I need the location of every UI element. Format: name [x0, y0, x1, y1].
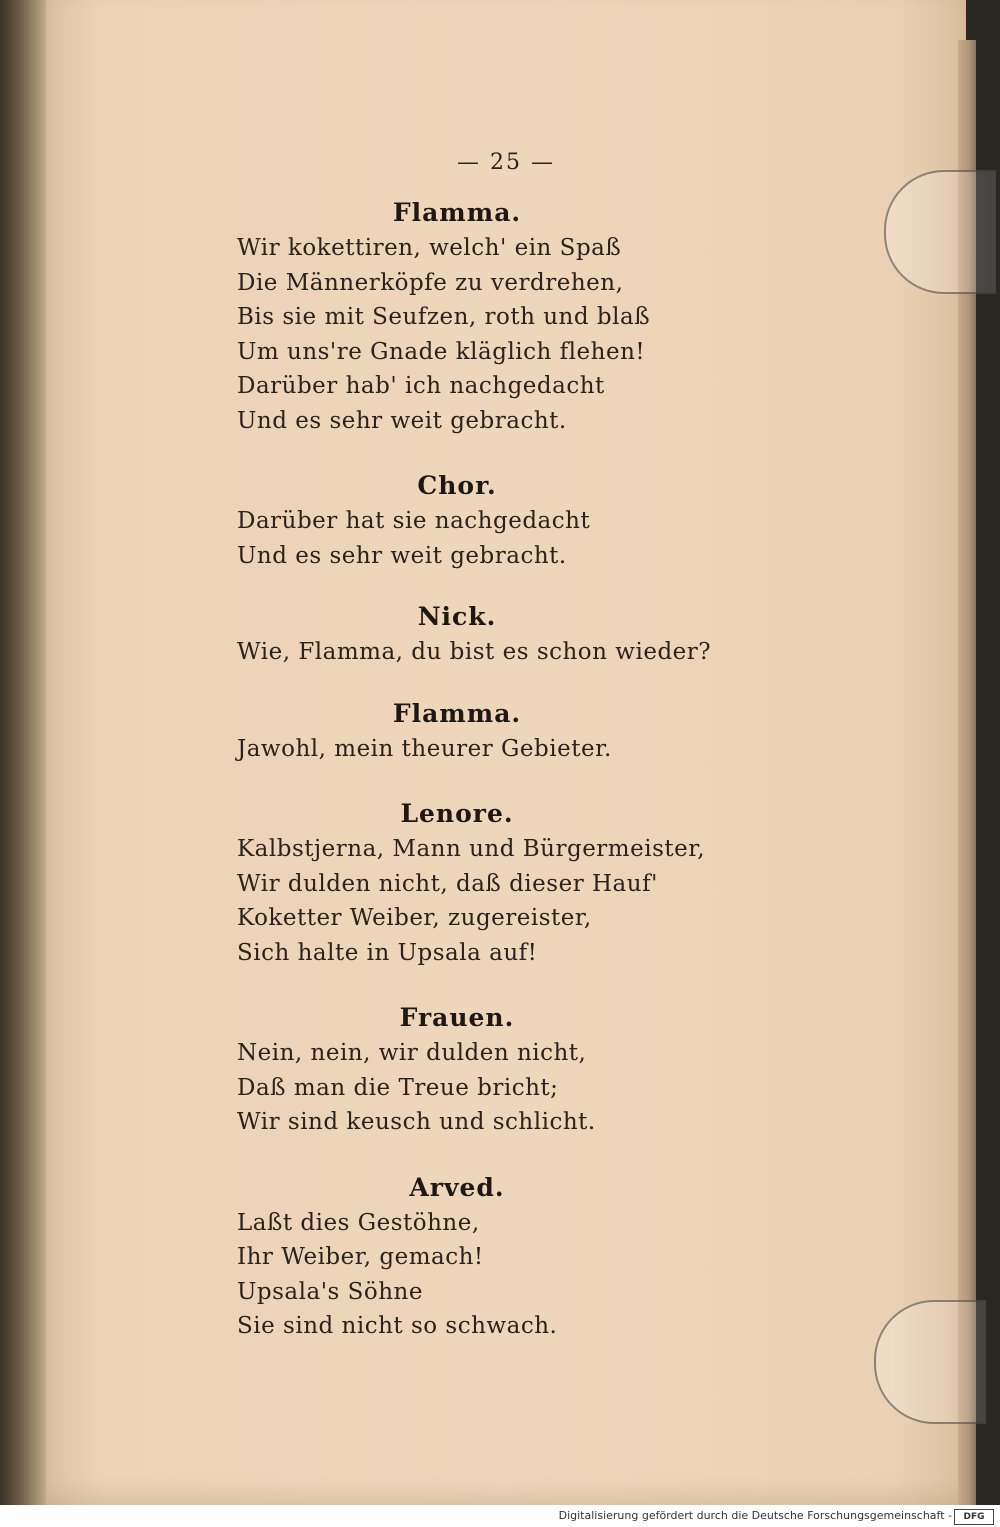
- speech-block: [237, 1170, 877, 1344]
- verse-line: Upsala's Söhne: [237, 1278, 423, 1305]
- speaker-name: Arved.: [409, 1172, 505, 1202]
- digitization-footer: [0, 1505, 1000, 1527]
- verse-line: Darüber hab' ich nachgedacht: [237, 373, 605, 399]
- verse-line: Wir sind keusch und schlicht.: [237, 1109, 596, 1135]
- speech-block: [237, 796, 877, 970]
- verse-line: Und es sehr weit gebracht.: [237, 407, 567, 434]
- verse-line: Wie, Flamma, du bist es schon wieder?: [237, 639, 712, 665]
- verse-line: Wir kokettiren, welch' ein Spaß: [237, 235, 622, 261]
- verse-line: Um uns're Gnade kläglich flehen!: [237, 338, 646, 365]
- verse-line: Nein, nein, wir dulden nicht,: [237, 1040, 587, 1066]
- funding-notice: Digitalisierung gefördert durch die Deutsche Forschungsgemeinschaft -: [558, 1509, 952, 1522]
- speech-block: [237, 1000, 877, 1140]
- verse-line: Die Männerköpfe zu verdrehen,: [237, 269, 624, 296]
- verse-line: Darüber hat sie nachgedacht: [237, 508, 591, 534]
- book-spine-edge: [0, 0, 48, 1505]
- speaker-name: Frauen.: [399, 1003, 515, 1032]
- verse-line: Sie sind nicht so schwach.: [237, 1313, 558, 1339]
- speech-block: [237, 599, 877, 670]
- speech-block: [237, 195, 877, 438]
- page-clip-top: [884, 170, 996, 294]
- speaker-name: Flamma.: [392, 698, 522, 728]
- page-clip-bottom: [874, 1300, 986, 1424]
- speaker-name: Flamma.: [392, 198, 522, 227]
- page-number: — 25 —: [457, 150, 555, 175]
- verse-line: Wir dulden nicht, daß dieser Hauf': [237, 870, 658, 897]
- speaker-name: Chor.: [417, 471, 497, 500]
- dfg-logo: DFG: [954, 1509, 994, 1525]
- verse-line: Laßt dies Gestöhne,: [237, 1209, 480, 1236]
- page-text: [237, 195, 877, 1344]
- speech-block: [237, 696, 877, 767]
- verse-line: Koketter Weiber, zugereister,: [237, 905, 592, 931]
- verse-line: Jawohl, mein theurer Gebieter.: [237, 735, 612, 762]
- verse-line: Kalbstjerna, Mann und Bürgermeister,: [237, 836, 706, 862]
- speaker-name: Nick.: [417, 602, 497, 631]
- verse-line: Bis sie mit Seufzen, roth und blaß: [237, 304, 651, 330]
- verse-line: Daß man die Treue bricht;: [237, 1074, 559, 1101]
- verse-line: Sich halte in Upsala auf!: [237, 939, 538, 966]
- verse-line: Ihr Weiber, gemach!: [237, 1244, 484, 1270]
- speaker-name: Lenore.: [400, 799, 514, 828]
- verse-line: Und es sehr weit gebracht.: [237, 542, 567, 569]
- speech-block: [237, 468, 877, 573]
